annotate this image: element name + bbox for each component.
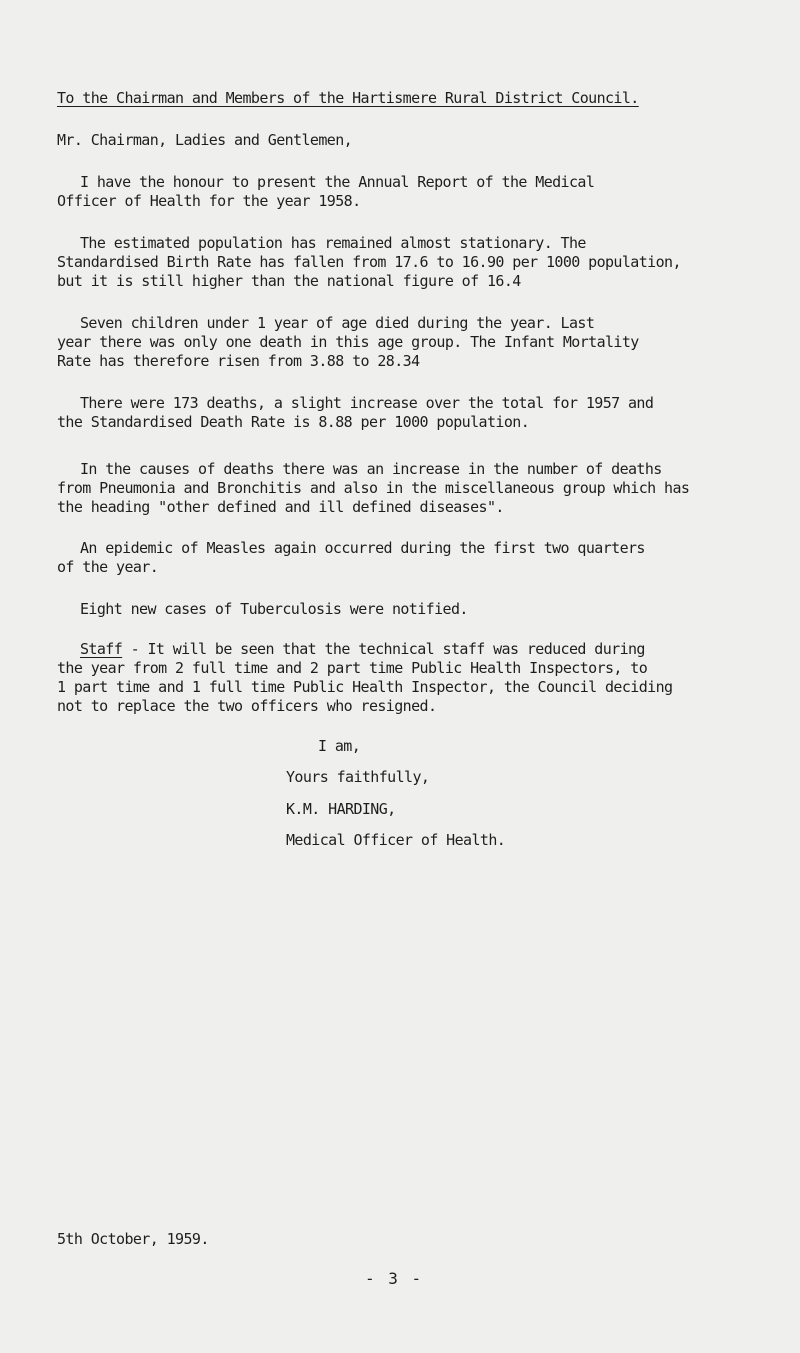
staff-heading: Staff	[80, 640, 123, 658]
paragraph-1-line-1: I have the honour to present the Annual Report of the Medical	[80, 173, 595, 191]
paragraph-5-line-3: the heading "other defined and ill defined diseases".	[57, 498, 504, 516]
signatory-name: K.M. HARDING,	[286, 800, 396, 818]
paragraph-3-line-2: year there was only one death in this age group. The Infant Mortality	[57, 333, 639, 351]
staff-paragraph-line-3: 1 part time and 1 full time Public Health Inspector, the Council deciding	[57, 678, 673, 696]
closing-i-am: I am,	[318, 737, 361, 755]
paragraph-3-line-3: Rate has therefore risen from 3.88 to 28.34	[57, 352, 420, 370]
paragraph-3-line-1: Seven children under 1 year of age died during the year. Last	[80, 314, 595, 332]
paragraph-2-line-2: Standardised Birth Rate has fallen from 17.6 to 16.90 per 1000 population,	[57, 253, 681, 271]
paragraph-4-line-1: There were 173 deaths, a slight increase over the total for 1957 and	[80, 394, 654, 412]
paragraph-2-line-1: The estimated population has remained almost stationary. The	[80, 234, 586, 252]
paragraph-2-line-3: but it is still higher than the national figure of 16.4	[57, 272, 521, 290]
paragraph-1-line-2: Officer of Health for the year 1958.	[57, 192, 361, 210]
salutation: Mr. Chairman, Ladies and Gentlemen,	[57, 131, 353, 149]
closing-yours: Yours faithfully,	[286, 768, 430, 786]
signatory-role: Medical Officer of Health.	[286, 831, 506, 849]
paragraph-7-line-1: Eight new cases of Tuberculosis were notified.	[80, 600, 468, 618]
paragraph-6-line-1: An epidemic of Measles again occurred during the first two quarters	[80, 539, 645, 557]
staff-paragraph-line-2: the year from 2 full time and 2 part time Public Health Inspectors, to	[57, 659, 648, 677]
paragraph-5-line-2: from Pneumonia and Bronchitis and also in the miscellaneous group which has	[57, 479, 690, 497]
paragraph-6-line-2: of the year.	[57, 558, 159, 576]
staff-paragraph-line-1	[80, 639, 645, 659]
paragraph-5-line-1: In the causes of deaths there was an increase in the number of deaths	[80, 460, 662, 478]
paragraph-4-line-2: the Standardised Death Rate is 8.88 per 1000 population.	[57, 413, 530, 431]
staff-text: - It will be seen that the technical staff was reduced during	[122, 640, 645, 658]
letter-date: 5th October, 1959.	[57, 1230, 209, 1248]
letter-title: To the Chairman and Members of the Hartismere Rural District Council.	[57, 89, 639, 107]
staff-paragraph-line-4: not to replace the two officers who resigned.	[57, 697, 437, 715]
page-number: - 3 -	[365, 1269, 424, 1288]
